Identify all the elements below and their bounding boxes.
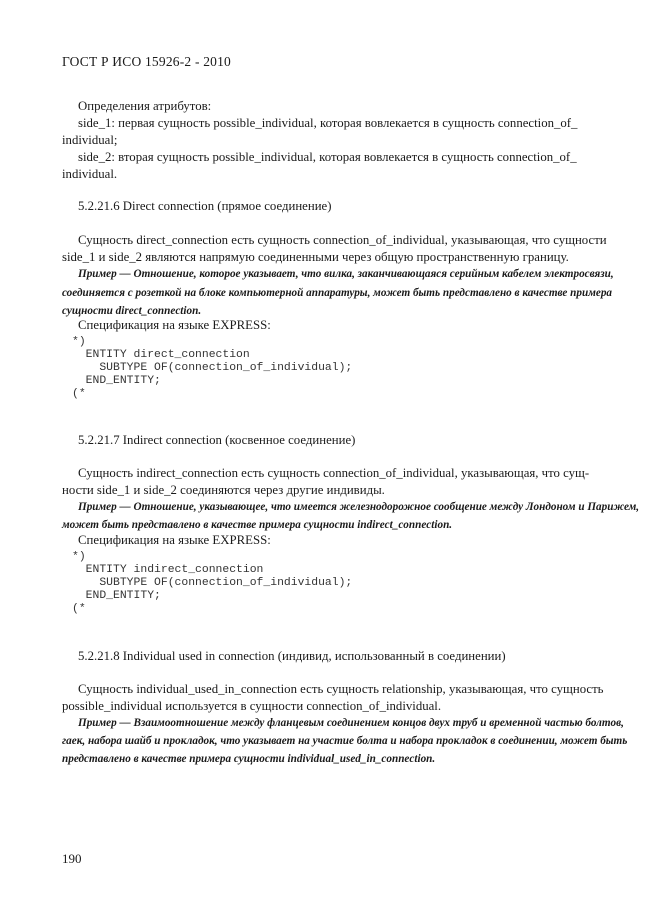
express-code-line: SUBTYPE OF(connection_of_individual); <box>72 577 353 589</box>
express-spec-label: Спецификация на языке EXPRESS: <box>78 318 271 332</box>
express-code-line: END_ENTITY; <box>72 375 161 387</box>
example-note-line: соединяется с розеткой на блоке компьютерной аппаратуры, может быть представлено в качестве примера <box>62 287 613 299</box>
section-body-line: ности side_1 и side_2 соединяются через другие индивиды. <box>62 483 385 497</box>
section-body-line: Сущность direct_connection есть сущность connection_of_individual, указывающая, что сущности <box>78 233 607 247</box>
express-code-line: *) <box>72 336 86 348</box>
attribute-side2-definition: side_2: вторая сущность possible_individual, которая вовлекается в сущность connection_of_ <box>78 150 577 164</box>
attribute-definitions-heading: Определения атрибутов: <box>78 99 212 113</box>
example-note-line: сущности direct_connection. <box>62 305 202 317</box>
example-note-line: может быть представлено в качестве примера сущности indirect_connection. <box>62 519 453 531</box>
section-heading-individual-used-in-connection: 5.2.21.8 Individual used in connection (индивид, использованный в соединении) <box>78 649 506 663</box>
section-body-line: side_1 и side_2 являются напрямую соединенными через общую пространственную границу. <box>62 250 569 264</box>
attribute-side1-definition-cont: individual; <box>62 133 118 147</box>
document-header: ГОСТ Р ИСО 15926-2 - 2010 <box>62 54 232 69</box>
express-code-line: (* <box>72 388 86 400</box>
express-spec-label: Спецификация на языке EXPRESS: <box>78 533 271 547</box>
example-note-line: гаек, набора шайб и прокладок, что указывает на участие болта и набора прокладок в соединении, может быть <box>62 735 628 747</box>
attribute-side1-definition: side_1: первая сущность possible_individual, которая вовлекается в сущность connection_of_ <box>78 116 578 130</box>
section-heading-indirect-connection: 5.2.21.7 Indirect connection (косвенное соединение) <box>78 433 356 447</box>
section-body-line: Сущность indirect_connection есть сущность connection_of_individual, указывающая, что сущ- <box>78 466 590 480</box>
express-code-line: END_ENTITY; <box>72 590 161 602</box>
section-body-line: possible_individual используется в сущности connection_of_individual. <box>62 699 442 713</box>
page-number: 190 <box>62 851 82 866</box>
attribute-side2-definition-cont: individual. <box>62 167 118 181</box>
section-body-line: Сущность individual_used_in_connection есть сущность relationship, указывающая, что сущность <box>78 682 604 696</box>
express-code-line: ENTITY direct_connection <box>72 349 250 361</box>
example-note-line: представлено в качестве примера сущности individual_used_in_connection. <box>62 753 436 765</box>
example-note-line: Пример — Отношение, которое указывает, что вилка, заканчивающаяся серийным кабелем электросвязи, <box>78 268 614 280</box>
express-code-line: SUBTYPE OF(connection_of_individual); <box>72 362 353 374</box>
express-code-line: (* <box>72 603 86 615</box>
section-heading-direct-connection: 5.2.21.6 Direct connection (прямое соединение) <box>78 199 332 213</box>
express-code-line: *) <box>72 551 86 563</box>
example-note-line: Пример — Взаимоотношение между фланцевым соединением концов двух труб и временной частью болтов, <box>78 717 624 729</box>
express-code-line: ENTITY indirect_connection <box>72 564 264 576</box>
example-note-line: Пример — Отношение, указывающее, что имеется железнодорожное сообщение между Лондоном и Парижем, <box>78 501 640 513</box>
